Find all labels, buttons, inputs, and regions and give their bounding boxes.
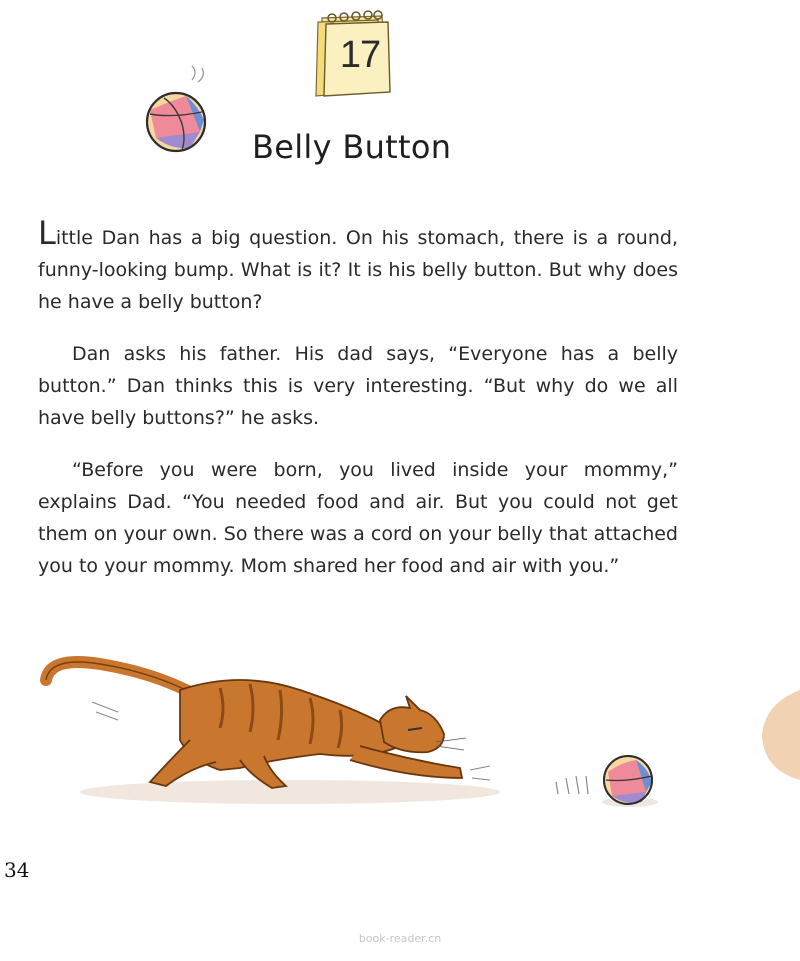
paragraph-1-text: ittle Dan has a big question. On his stomach, there is a round, funny-looking bump. What is it? It is his belly button. But why does he have a belly button? bbox=[38, 227, 678, 313]
rolling-ball-icon bbox=[552, 752, 662, 812]
chapter-number: 17 bbox=[339, 34, 381, 76]
calendar-icon bbox=[312, 4, 396, 100]
story-paragraph-2: Dan asks his father. His dad says, “Everyone has a belly button.” Dan thinks this is very interesting. “But why do we all have belly buttons?” he asks. bbox=[38, 343, 678, 429]
story-paragraph-3: “Before you were born, you lived inside your mommy,” explains Dad. “You needed food and air. But you could not get them on your own. So there was a cord on your belly that attached you to your mommy. Mom shared her food and air with you.” bbox=[38, 459, 678, 577]
beach-ball-icon bbox=[142, 62, 228, 162]
story-title: Belly Button bbox=[252, 128, 452, 166]
story-body bbox=[38, 214, 678, 602]
story-paragraph-1 bbox=[38, 214, 678, 318]
page-number: 34 bbox=[4, 858, 30, 882]
partial-illustration bbox=[758, 690, 800, 780]
drop-cap: L bbox=[38, 214, 56, 252]
watermark: book-reader.cn bbox=[358, 932, 442, 945]
cat-illustration bbox=[40, 650, 510, 810]
